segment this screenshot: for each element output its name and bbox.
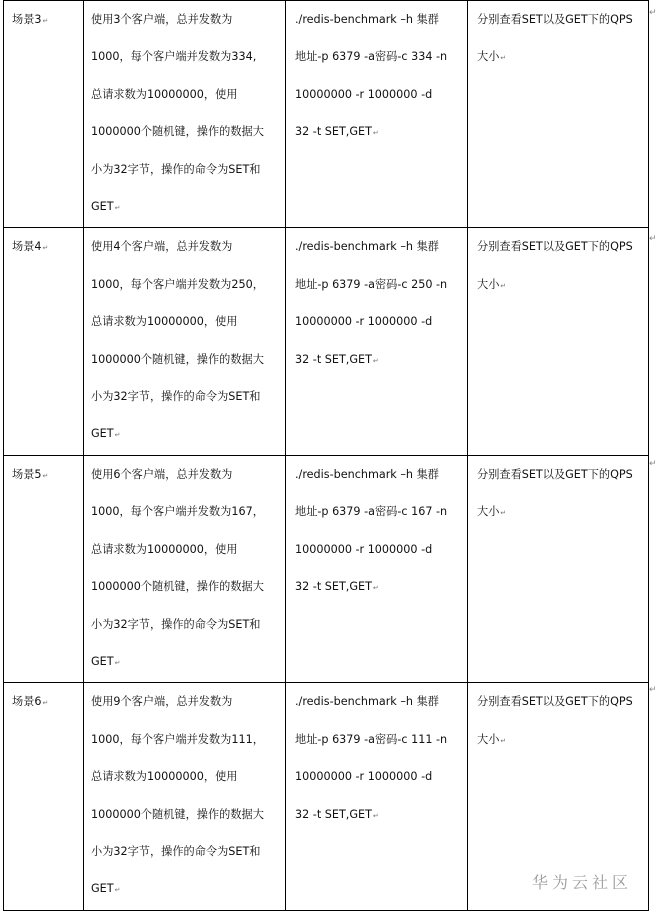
command-line: 10000000 -r 1000000 -d xyxy=(295,542,433,556)
description-line: 1000000个随机键，操作的数据大 xyxy=(91,352,264,366)
scenario-description-cell xyxy=(84,683,286,911)
description-line: 使用9个客户端，总并发数为 xyxy=(91,695,233,709)
description-line: 使用6个客户端，总并发数为 xyxy=(91,467,233,481)
scenario-name: 场景3 xyxy=(12,13,42,26)
note-line: 大小 xyxy=(477,277,500,291)
scenario-name: 场景5 xyxy=(12,467,42,481)
paragraph-mark-icon: ↵ xyxy=(372,129,379,138)
command-line: 32 -t SET,GET xyxy=(295,125,372,139)
description-line: 1000000个随机键，操作的数据大 xyxy=(91,580,264,594)
command-line: 32 -t SET,GET xyxy=(295,807,372,821)
scenario-command-cell xyxy=(286,228,468,455)
scenario-row-4 xyxy=(4,228,649,455)
paragraph-mark-icon: ↵ xyxy=(42,471,49,480)
description-line: 小为32字节，操作的命令为SET和 xyxy=(91,844,261,858)
scenario-row-3 xyxy=(4,1,649,228)
scenario-name-cell xyxy=(4,228,84,455)
row-end-mark-icon: ↵ xyxy=(649,8,657,18)
scenario-note-cell xyxy=(468,228,649,455)
paragraph-mark-icon: ↵ xyxy=(42,244,49,253)
scenario-command-cell xyxy=(286,455,468,682)
scenario-row-5 xyxy=(4,455,649,682)
command-line: ./redis-benchmark –h 集群 xyxy=(295,695,439,709)
note-line: 分别查看SET以及GET下的QPS xyxy=(477,467,633,481)
scenario-name-cell xyxy=(4,455,84,682)
scenario-description-cell xyxy=(84,1,286,228)
scenario-table xyxy=(3,0,649,911)
description-line: GET xyxy=(91,200,114,214)
description-line: GET xyxy=(91,654,114,668)
paragraph-mark-icon: ↵ xyxy=(372,584,379,593)
command-line: 10000000 -r 1000000 -d xyxy=(295,770,433,784)
scenario-description-cell xyxy=(84,455,286,682)
description-line: 1000，每个客户端并发数为167， xyxy=(91,505,264,519)
command-line: 32 -t SET,GET xyxy=(295,580,372,594)
scenario-command-cell xyxy=(286,683,468,911)
description-line: 总请求数为10000000，使用 xyxy=(91,770,238,784)
scenario-command-cell xyxy=(286,1,468,228)
note-line: 分别查看SET以及GET下的QPS xyxy=(477,240,633,254)
description-line: 小为32字节，操作的命令为SET和 xyxy=(91,617,261,631)
row-end-mark-icon: ↵ xyxy=(649,234,657,244)
command-line: 10000000 -r 1000000 -d xyxy=(295,315,433,329)
description-line: 1000，每个客户端并发数为111， xyxy=(91,732,264,746)
scenario-name-cell xyxy=(4,683,84,911)
paragraph-mark-icon: ↵ xyxy=(42,699,49,708)
description-line: 使用4个客户端，总并发数为 xyxy=(91,240,233,254)
note-line: 分别查看SET以及GET下的QPS xyxy=(477,695,633,709)
description-line: 使用3个客户端，总并发数为 xyxy=(91,13,233,26)
description-line: 1000000个随机键，操作的数据大 xyxy=(91,125,264,139)
description-line: 小为32字节，操作的命令为SET和 xyxy=(91,390,261,404)
scenario-description-cell xyxy=(84,228,286,455)
description-line: 1000，每个客户端并发数为250， xyxy=(91,277,264,291)
paragraph-mark-icon: ↵ xyxy=(500,54,507,63)
paragraph-mark-icon: ↵ xyxy=(500,509,507,518)
description-line: 1000，每个客户端并发数为334, xyxy=(91,50,257,64)
note-line: 大小 xyxy=(477,505,500,519)
command-line: 10000000 -r 1000000 -d xyxy=(295,87,433,101)
paragraph-mark-icon: ↵ xyxy=(372,356,379,365)
description-line: 总请求数为10000000，使用 xyxy=(91,542,238,556)
paragraph-mark-icon: ↵ xyxy=(114,204,121,213)
scenario-name: 场景4 xyxy=(12,240,42,254)
command-line: ./redis-benchmark –h 集群 xyxy=(295,13,439,26)
row-end-mark-icon: ↵ xyxy=(649,685,657,695)
paragraph-mark-icon: ↵ xyxy=(372,811,379,820)
scenario-name-cell xyxy=(4,1,84,228)
command-line: ./redis-benchmark –h 集群 xyxy=(295,467,439,481)
description-line: 总请求数为10000000，使用 xyxy=(91,87,238,101)
command-line: 地址-p 6379 -a密码-c 167 -n xyxy=(295,505,448,519)
description-line: GET xyxy=(91,427,114,441)
command-line: 地址-p 6379 -a密码-c 111 -n xyxy=(295,732,448,746)
description-line: 小为32字节，操作的命令为SET和 xyxy=(91,162,261,176)
description-line: 总请求数为10000000，使用 xyxy=(91,315,238,329)
note-line: 大小 xyxy=(477,50,500,64)
paragraph-mark-icon: ↵ xyxy=(42,17,49,25)
description-line: GET xyxy=(91,882,114,896)
scenario-note-cell xyxy=(468,1,649,228)
note-line: 大小 xyxy=(477,732,500,746)
row-end-mark-icon: ↵ xyxy=(649,459,657,469)
paragraph-mark-icon: ↵ xyxy=(500,736,507,745)
paragraph-mark-icon: ↵ xyxy=(114,886,121,895)
command-line: 32 -t SET,GET xyxy=(295,352,372,366)
command-line: 地址-p 6379 -a密码-c 250 -n xyxy=(295,277,448,291)
command-line: ./redis-benchmark –h 集群 xyxy=(295,240,439,254)
paragraph-mark-icon: ↵ xyxy=(114,658,121,667)
command-line: 地址-p 6379 -a密码-c 334 -n xyxy=(295,50,448,64)
paragraph-mark-icon: ↵ xyxy=(500,281,507,290)
watermark: 华为云社区 xyxy=(532,873,633,892)
scenario-note-cell xyxy=(468,455,649,682)
scenario-name: 场景6 xyxy=(12,695,42,709)
paragraph-mark-icon: ↵ xyxy=(114,431,121,440)
note-line: 分别查看SET以及GET下的QPS xyxy=(477,13,633,26)
description-line: 1000000个随机键，操作的数据大 xyxy=(91,807,264,821)
